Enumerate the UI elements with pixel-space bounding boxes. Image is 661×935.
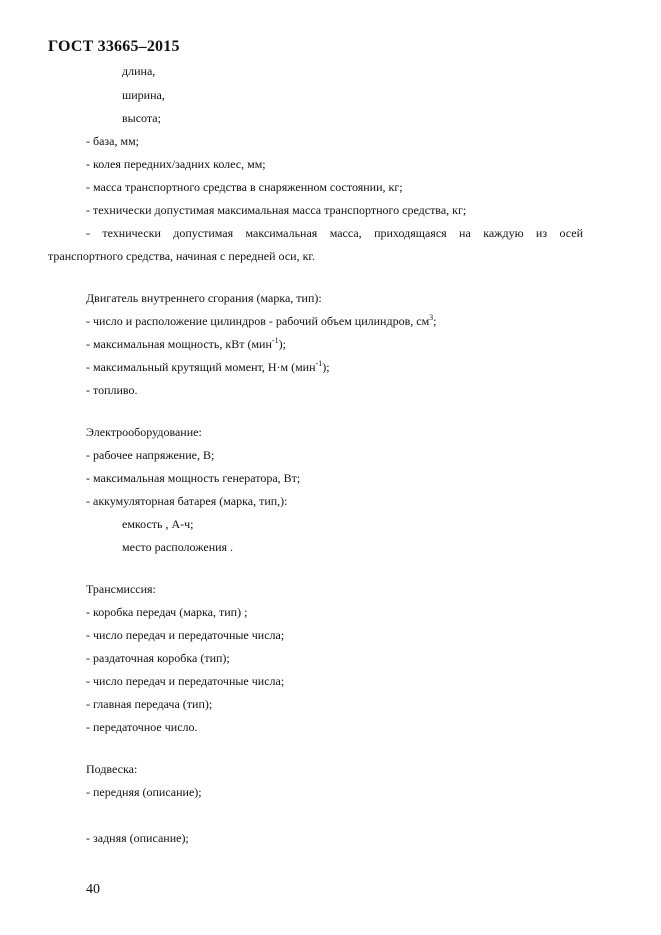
axle-mass-item-line1: - технически допустимая максимальная масса, приходящаяся на каждую из осей xyxy=(86,226,583,240)
dimension-height: высота; xyxy=(122,111,161,125)
engine-torque-sup: -1 xyxy=(315,359,323,368)
final-drive-item: - главная передача (тип); xyxy=(86,697,213,711)
engine-cylinders-end: ; xyxy=(433,314,437,328)
document-header-title: ГОСТ 33665–2015 xyxy=(48,38,180,55)
max-mass-item: - технически допустимая максимальная масса транспортного средства, кг; xyxy=(86,203,467,217)
engine-torque-text: - максимальный крутящий момент, Н·м (мин xyxy=(86,360,316,374)
gear-ratios-item: - число передач и передаточные числа; xyxy=(86,628,285,642)
dimension-length: длина, xyxy=(122,64,156,78)
engine-torque-item xyxy=(86,360,330,374)
gearbox-item: - коробка передач (марка, тип) ; xyxy=(86,605,248,619)
axle-mass-item-line2: транспортного средства, начиная с передней оси, кг. xyxy=(48,249,315,263)
engine-power-item xyxy=(86,337,286,351)
suspension-heading: Подвеска: xyxy=(86,762,138,776)
final-ratio-item: - передаточное число. xyxy=(86,720,198,734)
transmission-heading: Трансмиссия: xyxy=(86,582,156,596)
electrical-generator-item: - максимальная мощность генератора, Вт; xyxy=(86,471,301,485)
wheelbase-item: - база, мм; xyxy=(86,134,140,148)
dimension-width: ширина, xyxy=(122,88,165,102)
transfer-case-item: - раздаточная коробка (тип); xyxy=(86,651,230,665)
track-item: - колея передних/задних колес, мм; xyxy=(86,157,266,171)
engine-power-sup: -1 xyxy=(271,336,279,345)
electrical-voltage-item: - рабочее напряжение, В; xyxy=(86,448,215,462)
curb-mass-item: - масса транспортного средства в снаряженном состоянии, кг; xyxy=(86,180,403,194)
engine-fuel-item: - топливо. xyxy=(86,383,138,397)
suspension-rear-item: - задняя (описание); xyxy=(86,831,189,845)
electrical-heading: Электрооборудование: xyxy=(86,425,202,439)
page-number: 40 xyxy=(86,882,100,897)
engine-torque-end: ); xyxy=(322,360,330,374)
battery-capacity-item: емкость , А-ч; xyxy=(122,517,194,531)
engine-cylinders-text: - число и расположение цилиндров - рабочий объем цилиндров, см xyxy=(86,314,430,328)
engine-cylinders-sup: 3 xyxy=(429,313,434,322)
suspension-front-item: - передняя (описание); xyxy=(86,785,202,799)
engine-heading: Двигатель внутреннего сгорания (марка, тип): xyxy=(86,291,322,305)
engine-power-end: ); xyxy=(278,337,286,351)
engine-cylinders-item xyxy=(86,314,437,328)
engine-power-text: - максимальная мощность, кВт (мин xyxy=(86,337,272,351)
battery-location-item: место расположения . xyxy=(122,540,234,554)
electrical-battery-item: - аккумуляторная батарея (марка, тип,): xyxy=(86,494,288,508)
transfer-ratios-item: - число передач и передаточные числа; xyxy=(86,674,285,688)
